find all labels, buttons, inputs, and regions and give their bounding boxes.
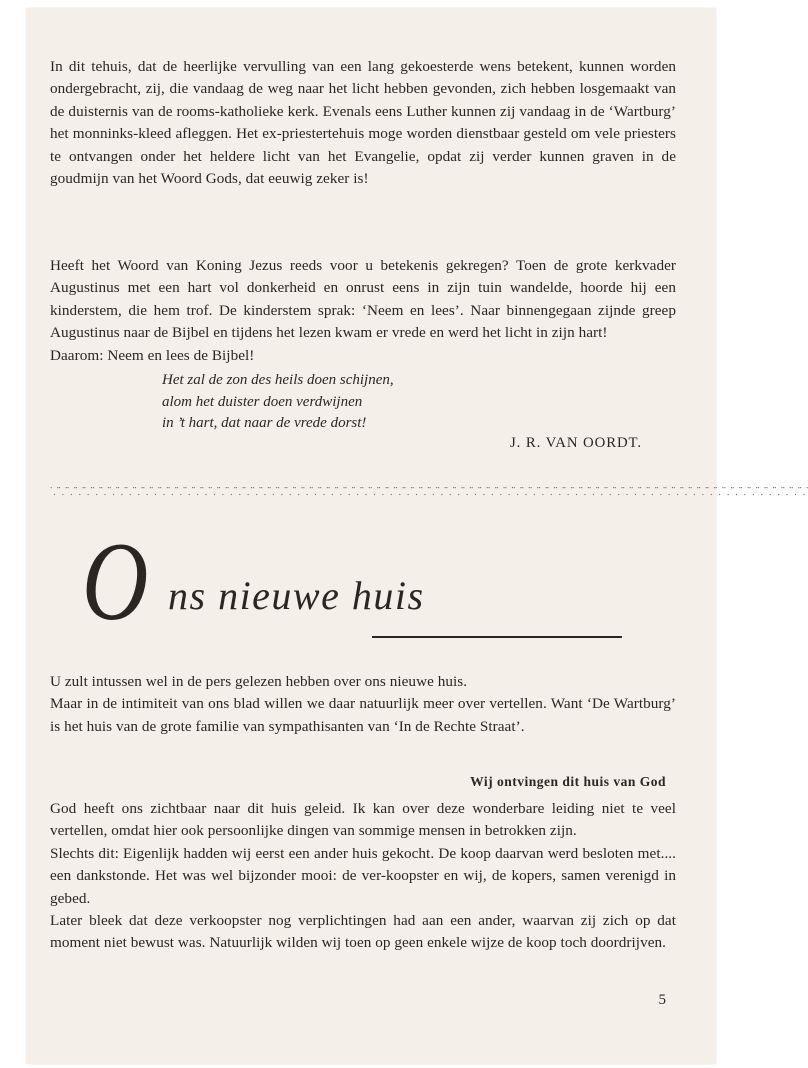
paragraph-augustinus: [50, 255, 676, 367]
ornamental-divider: ⸪⸪⸪⸪⸪⸪⸪⸪⸪⸪⸪⸪⸪⸪⸪⸪⸪⸪⸪⸪⸪⸪⸪⸪⸪⸪⸪⸪⸪⸪⸪⸪⸪⸪⸪⸪⸪⸪⸪⸪⸪⸪⸪⸪⸪⸪⸪⸪⸪⸪⸪⸪⸪⸪⸪⸪⸪⸪⸪⸪⸪⸪⸪⸪⸪⸪⸪⸪⸪⸪⸪⸪⸪⸪⸪⸪⸪⸪⸪⸪⸪⸪⸪⸪⸪⸪⸪⸪⸪⸪: [50, 485, 808, 498]
title-text: ns nieuwe huis: [168, 573, 425, 618]
paragraph-line: Later bleek dat deze verkoopster nog verplichtingen had aan een ander, waarvan zij zich op dat moment niet bewust was. Natuurlijk wilden wij toen op geen enkele wijze de koop toch doordrijven.: [50, 912, 676, 952]
paragraph-wartburg: [50, 56, 676, 190]
paragraph-text: In dit tehuis, dat de heerlijke vervulling van een lang gekoesterde wens betekent, kunnen worden ondergebracht, zij, die vandaag de weg naar het licht hebben gevonden, zich hebben losgemaakt van de duisternis van de rooms-katholieke kerk. Evenals eens Luther kunnen zij vandaag in de ‘Wartburg’ het monninks-kleed afleggen. Het ex-priestertehuis moge worden dienstbaar gesteld om vele priesters te ontvangen onder het heldere licht van het Evangelie, opdat zij verder kunnen graven in de goudmijn van het Woord Gods, dat eeuwig zeker is!: [50, 58, 676, 188]
paragraph-intro-huis: [50, 671, 676, 738]
paragraph-line: Maar in de intimiteit van ons blad willen we daar natuurlijk meer over vertellen. Want ‘De Wartburg’ is het huis van de grote familie van sympathisanten van ‘In de Rechte Straat’.: [50, 695, 676, 735]
paragraph-text: Heeft het Woord van Koning Jezus reeds voor u betekenis gekregen? Toen de grote kerkvader Augustinus met een hart vol donkerheid en onrust eens in zijn tuin wandelde, hoorde hij een kinderstem, die hem trof. De kinderstem sprak: ‘Neem en lees’. Naar binnengegaan zijnde greep Augustinus naar de Bijbel en tijdens het lezen kwam er vrede en werd het licht in zijn hart!: [50, 257, 676, 342]
document-page: [26, 8, 808, 1064]
author-signature: J. R. VAN OORDT.: [510, 435, 642, 451]
paragraph-line: U zult intussen wel in de pers gelezen hebben over ons nieuwe huis.: [50, 673, 468, 690]
title-initial: O: [82, 520, 149, 644]
paragraph-line: Slechts dit: Eigenlijk hadden wij eerst een ander huis gekocht. De koop daarvan werd besloten met.... een dankstonde. Het was wel bijzonder mooi: de ver-koopster en wij, de kopers, samen verenigd in gebed.: [50, 844, 676, 907]
page-number: 5: [658, 992, 666, 1008]
poem-line: Het zal de zon des heils doen schijnen,: [162, 372, 394, 388]
subheading: Wij ontvingen dit huis van God: [470, 774, 666, 789]
poem-line: alom het duister doen verdwijnen: [162, 393, 363, 410]
paragraph-line: God heeft ons zichtbaar naar dit huis geleid. Ik kan over deze wonderbare leiding niet te veel vertellen, omdat hier ook persoonlijke dingen van sommige mensen in betrokken zijn.: [50, 800, 676, 840]
section-title: [82, 520, 642, 646]
poem-quote: [162, 370, 662, 435]
paragraph-closing-line: Daarom: Neem en lees de Bijbel!: [50, 346, 255, 364]
poem-line: in ’t hart, dat naar de vrede dorst!: [162, 415, 367, 431]
title-underline: [372, 636, 622, 638]
paragraph-ontvangen: [50, 798, 676, 955]
